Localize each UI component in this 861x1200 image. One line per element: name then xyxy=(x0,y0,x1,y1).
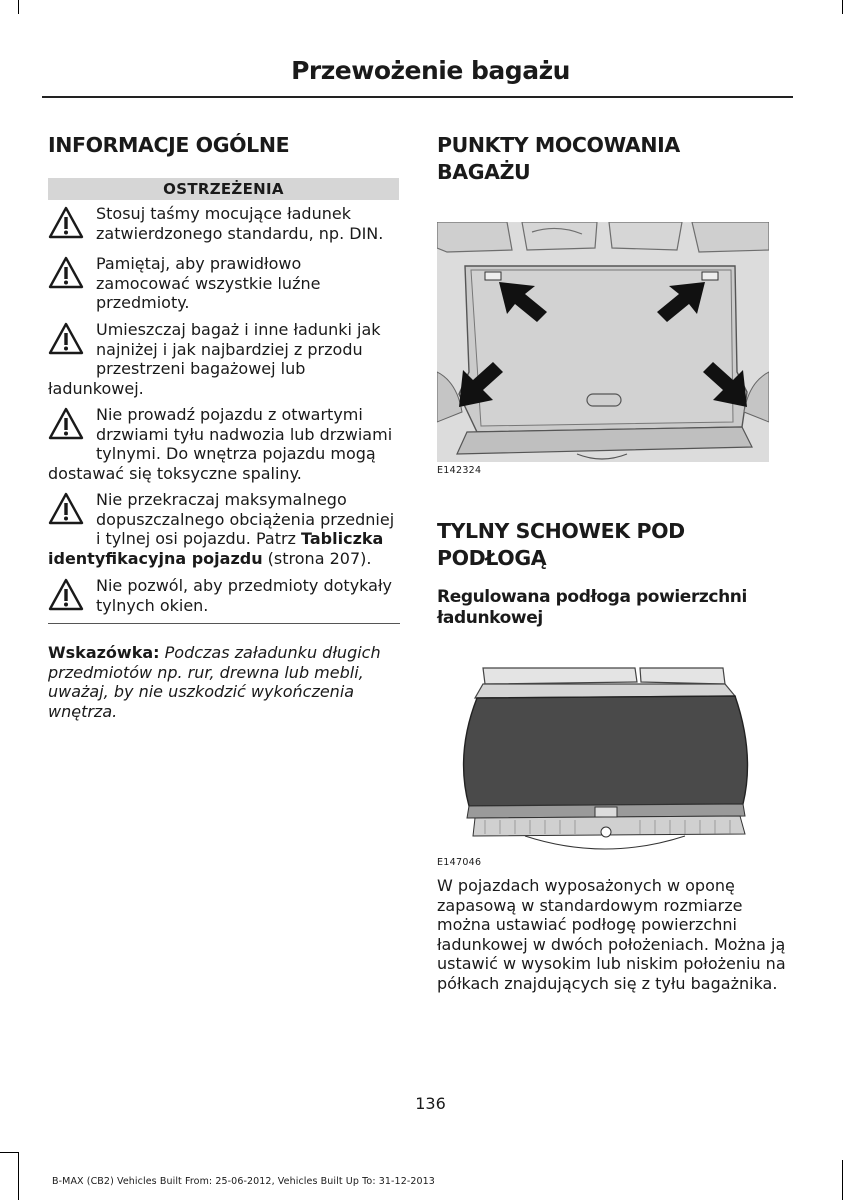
warning-text: Umieszczaj bagaż i inne ładunki jak najniżej i jak najbardziej z przodu przestrzeni bagażowej lub ładunkowej. xyxy=(48,320,381,398)
warning-triangle-icon xyxy=(48,578,84,612)
warning-triangle-icon xyxy=(48,322,84,356)
figure-id-label: E147046 xyxy=(437,857,482,868)
warning-text: Nie pozwól, aby przedmioty dotykały tylnych okien. xyxy=(96,576,392,615)
luggage-anchor-points-illustration xyxy=(437,222,769,462)
section-heading-underfloor-storage xyxy=(437,518,685,572)
warning-triangle-icon xyxy=(48,492,84,526)
page-number: 136 xyxy=(415,1094,446,1113)
vehicle-id-plate-link[interactable]: Tabliczka identyfikacyjna pojazdu xyxy=(48,529,384,568)
warning-item xyxy=(48,204,400,244)
warning-item xyxy=(48,490,400,568)
heading-line: BAGAŻU xyxy=(437,160,531,184)
heading-line: TYLNY SCHOWEK POD xyxy=(437,519,685,543)
warning-text xyxy=(48,490,400,568)
warnings-title-bar: OSTRZEŻENIA xyxy=(48,178,399,200)
page-title: Przewożenie bagażu xyxy=(291,56,570,85)
warning-item xyxy=(48,405,400,483)
warning-triangle-icon xyxy=(48,256,84,290)
note-label: Wskazówka: xyxy=(48,643,160,662)
warning-text-part: Nie przekraczaj maksymalnego dopuszczalnego obciążenia przedniej i tylnej osi pojazdu. Patrz xyxy=(96,490,395,548)
subheading-adjustable-floor xyxy=(437,587,747,629)
warning-item xyxy=(48,254,400,313)
figure-id-label: E142324 xyxy=(437,465,482,476)
warning-item xyxy=(48,320,400,398)
body-paragraph: W pojazdach wyposażonych w oponę zapasową w standardowym rozmiarze można ustawiać podłogę powierzchni ładunkowej w dwóch położeniach. Można ją ustawić w wysokim lub niskim położeniu na półkach znajdujących się z tyłu bagażnika. xyxy=(437,876,786,993)
warning-text-part: (strona 207). xyxy=(262,548,372,568)
warning-text: Pamiętaj, aby prawidłowo zamocować wszystkie luźne przedmioty. xyxy=(96,254,321,312)
crop-mark-bottom-right xyxy=(842,1160,843,1200)
section-heading-general-info: INFORMACJE OGÓLNE xyxy=(48,133,290,157)
crop-mark-top-right xyxy=(842,0,843,14)
warning-triangle-icon xyxy=(48,407,84,441)
warning-item xyxy=(48,576,400,616)
subheading-line: Regulowana podłoga powierzchni xyxy=(437,587,747,607)
warning-text: Nie prowadź pojazdu z otwartymi drzwiami tyłu nadwozia lub drzwiami tylnymi. Do wnętrza pojazdu mogą dostawać się toksyczne spaliny. xyxy=(48,405,393,483)
heading-line: PODŁOGĄ xyxy=(437,546,547,570)
crop-mark-bottom-left-v xyxy=(18,1152,19,1200)
crop-mark-bottom-left xyxy=(0,1152,18,1153)
note xyxy=(48,643,400,721)
heading-line: PUNKTY MOCOWANIA xyxy=(437,133,680,157)
section-heading-luggage-anchors xyxy=(437,132,680,186)
header-rule xyxy=(42,96,793,98)
note-text: Podczas załadunku długich przedmiotów np. rur, drewna lub mebli, uważaj, by nie uszkodzić wykończenia wnętrza. xyxy=(48,643,381,721)
warnings-bottom-rule xyxy=(48,623,400,624)
warning-triangle-icon xyxy=(48,206,84,240)
adjustable-load-floor-illustration xyxy=(455,664,755,854)
warning-text: Stosuj taśmy mocujące ładunek zatwierdzonego standardu, np. DIN. xyxy=(96,204,384,243)
subheading-line: ładunkowej xyxy=(437,608,543,628)
footer-vehicle-info: B-MAX (CB2) Vehicles Built From: 25-06-2012, Vehicles Built Up To: 31-12-2013 xyxy=(52,1176,435,1187)
crop-mark-top-left xyxy=(18,0,19,14)
